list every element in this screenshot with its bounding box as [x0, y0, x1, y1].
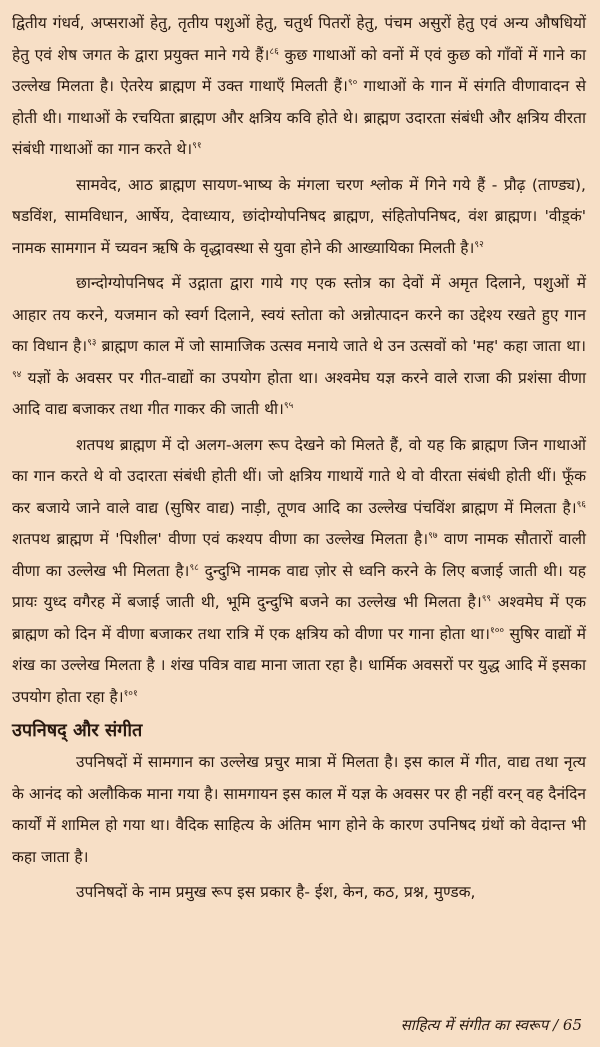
- paragraph-text: वाण नामक सौतारों वाली वीणा का उल्लेख भी मिलता है।: [12, 530, 586, 580]
- footnote-ref: ९२: [474, 239, 484, 250]
- footnote-ref: ९४: [12, 369, 22, 380]
- paragraph-text: ब्राह्मण काल में जो सामाजिक उत्सव मनाये जाते थे उन उत्सवों को 'मह' कहा जाता था।: [96, 337, 586, 355]
- paragraph-text: यज्ञों के अवसर पर गीत-वाद्यों का उपयोग होता था। अश्वमेघ यज्ञ करने वाले राजा की प्रशंसा वीणा आदि वाद्य बजाकर तथा गीत गाकर की जाती थी।: [12, 368, 586, 418]
- footnote-ref: ९५: [283, 400, 294, 411]
- paragraph-text: दुन्दुभि नामक वाद्य ज़ोर से ध्वनि करने के लिए बजाई जाती थी। यह प्रायः युध्द वगैरह में बजाई जाती थी, भूमि दुन्दुभि बजने का उल्लेख भी मिलता है।: [12, 561, 586, 611]
- footnote-ref: ९६: [576, 499, 586, 510]
- paragraph-4: [12, 430, 586, 714]
- paragraph-text: उपनिषदों में सामगान का उल्लेख प्रचुर मात्रा में मिलता है। इस काल में गीत, वाद्य तथा नृत्य के आनंद को अलौकिक माना गया है। सामगायन इस काल में यज्ञ के अवसर पर ही नहीं वरन् वह दैनंदिन कार्यों में शामिल हो गया था। वैदिक साहित्य के अंतिम भाग होने के कारण उपनिषद ग्रंथों को वेदान्त भी कहा जाता है।: [12, 753, 586, 866]
- paragraph-text: छान्दोग्योपनिषद में उद्गाता द्वारा गाये गए एक स्तोत्र का देवों में अमृत दिलाने, पशुओं में आहार तय करने, यजमान को स्वर्ग दिलाने, स्वयं स्तोता को अन्नोत्पादन करने का उद्देश्य रखते हुए गान का विधान है।: [12, 274, 586, 355]
- footnote-ref: ९८: [189, 562, 199, 573]
- paragraph-6: [12, 877, 586, 909]
- paragraph-text: उपनिषदों के नाम प्रमुख रूप इस प्रकार है- ईश, केन, कठ, प्रश्न, मुण्डक,: [76, 883, 476, 901]
- section-heading: उपनिषद् और संगीत: [12, 720, 143, 741]
- paragraph-text: कुछ गाथाओं को वनों में एवं कुछ को गाँवों में गाने का उल्लेख मिलता है। ऐतरेय ब्राह्मण में उक्त गाथाएँ मिलती हैं।: [12, 45, 586, 95]
- footnote-ref: ९०: [347, 77, 358, 88]
- paragraph-3: [12, 268, 586, 426]
- footnote-ref: ८६: [269, 46, 279, 57]
- paragraph-text: गाथाओं के गान में संगति वीणावादन से होती थी। गाथाओं के रचयिता ब्राह्मण और क्षत्रिय कवि होते थे। ब्राह्मण उदारता संबंधी और क्षत्रिय वीरता संबंधी गाथाओं का गान करते थे।: [12, 77, 586, 158]
- paragraph-text: सामवेद, आठ ब्राह्मण सायण-भाष्य के मंगला चरण श्लोक में गिने गये हैं - प्रौढ़ (ताण्ड्य), षडविंश, सामविधान, आर्षेय, देवाध्याय, छांदोग्योपनिषद ब्राह्मण, संहितोपनिषद, वंश ब्राह्मण। 'वीड़्कं' नामक सामगान में च्यवन ऋषि के वृद्धावस्था से युवा होने की आख्यायिका मिलती है।: [12, 175, 586, 257]
- footnote-ref: १०१: [123, 688, 138, 699]
- page-footer: साहित्य में संगीत का स्वरूप / 65: [400, 1016, 582, 1034]
- paragraph-text: शतपथ ब्राह्मण में 'पिशील' वीणा एवं कश्यप वीणा का उल्लेख मिलता है।: [12, 530, 429, 548]
- footnote-ref: ९७: [428, 530, 438, 541]
- paragraph-text: द्वितीय गंधर्व, अप्सराओं हेतु, तृतीय पशुओं हेतु, चतुर्थ पितरों हेतु, पंचम असुरों हेतु एवं अन्य औषधियों हेतु एवं शेष जगत के द्वारा प्रयुक्त माने गये हैं।: [12, 14, 586, 64]
- footnote-ref: ९१: [192, 140, 202, 151]
- paragraph-1: [12, 8, 586, 166]
- paragraph-2: [12, 170, 586, 265]
- paragraph-text: शतपथ ब्राह्मण में दो अलग-अलग रूप देखने को मिलते हैं, वो यह कि ब्राह्मण जिन गाथाओं का गान करते थे वो उदारता संबंधी होती थीं। जो क्षत्रिय गाथायें गाते थे वो वीरता संबंधी होती थीं। फूँक कर बजाये जाने वाले वाद्य (सुषिर वाद्य) नाड़ी, तूणव आदि का उल्लेख पंचविंश ब्राह्मण में मिलता है।: [12, 435, 586, 517]
- footnote-ref: ९९: [481, 593, 492, 604]
- paragraph-5: [12, 747, 586, 873]
- paragraph-text: सुषिर वाद्यों में शंख का उल्लेख मिलता है । शंख पवित्र वाद्य माना जाता रहा है। धार्मिक अवसरों पर युद्ध आदि में इसका उपयोग होता रहा है।: [12, 624, 586, 706]
- footnote-ref: ९३: [87, 337, 97, 348]
- paragraph-text: अश्वमेघ में एक ब्राह्मण को दिन में वीणा बजाकर तथा रात्रि में एक क्षत्रिय को वीणा पर गाना होता था।: [12, 593, 586, 643]
- footnote-ref: १००: [490, 625, 505, 636]
